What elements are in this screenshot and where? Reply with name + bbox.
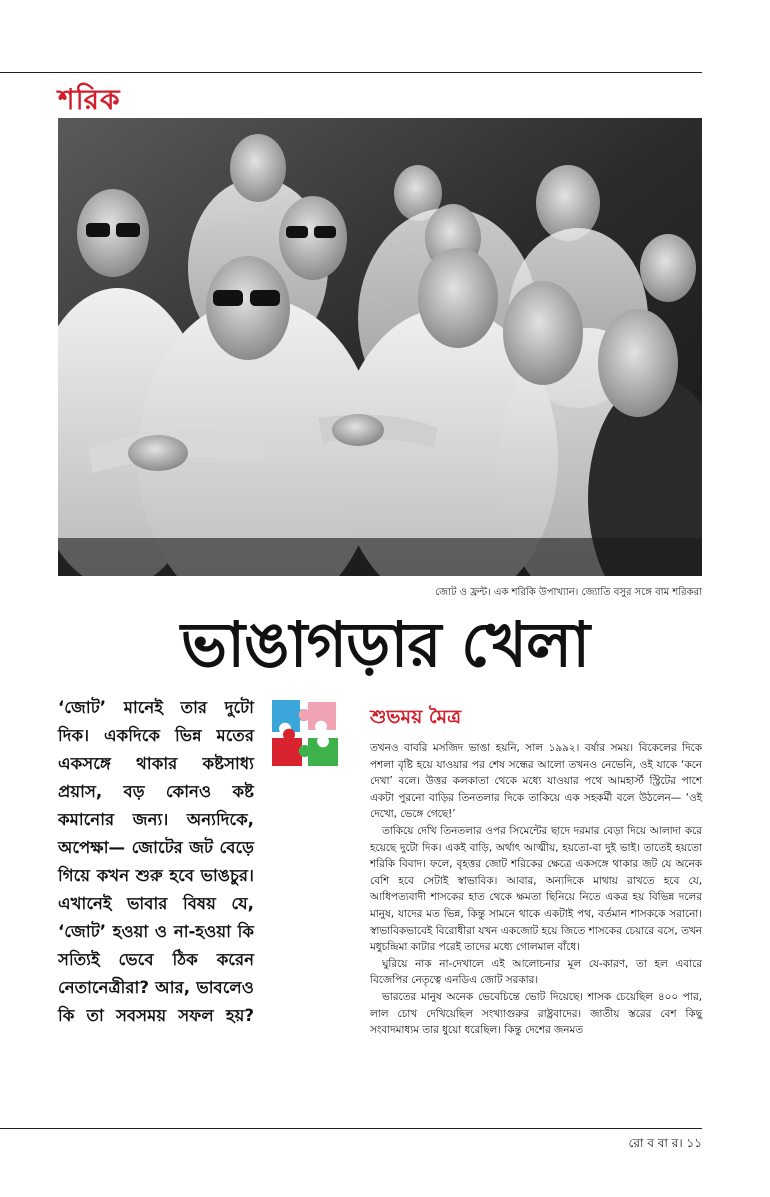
pull-quote: ‘জোট’ মানেই তার দুটো দিক। একদিকে ভিন্ন মতের একসঙ্গে থাকার কষ্টসাধ্য প্রয়াস, বড় কোনও কষ্ট কমানোর জন্য। অন্যদিকে, অপেক্ষা— জোটের জট বেড়ে গিয়ে কখন শুরু হবে ভাঙচুর। এখানেই ভাবার বিষয় যে, ‘জোট’ হওয়া ও না-হওয়া কি সত্যিই ভেবে ঠিক করেন নেতানেত্রীরা? আর, ভাবলেও কি তা সবসময় সফল হয়? (58, 698, 254, 1025)
bottom-rule (0, 1128, 702, 1129)
body-paragraph: তাকিয়ে দেখি তিনতলার ওপর সিমেন্টের ছাদে দরমার বেড়া দিয়ে আলাদা করে হয়েছে দুটো দিক। একই বাড়ি, অর্থাৎ আত্মীয়, হয়তো-বা দুই ভাই। তাতেই হয়তো শরিকি বিবাদ। ফলে, বৃহত্তর জোট শরিকের ক্ষেত্রে একসঙ্গে থাকার জট যে অনেক বেশি হবে সেটাই স্বাভাবিক। আবার, অন্যদিকে মাথায় রাখতে হবে যে, আধিপত্যবাদী শাসকের হাত থেকে ক্ষমতা ছিনিয়ে নিতে একত্র হয় বিভিন্ন দলের মানুষ, যাদের মত ভিন্ন, কিন্তু সামনে থাকে একটাই পথ, বর্তমান শাসককে সরানো। স্বাভাবিকভাবেই বিরোধীরা যখন একজোট হয়ে জিতে শাসকের চেয়ারে বসে, তখন মধুচন্দ্রিমা কাটার পরেই তাদের মধ্যে গোলমাল বাঁধে। (370, 824, 702, 954)
article-photo (58, 118, 702, 576)
body-paragraph: ঘুরিয়ে নাক না-দেখালে এই আলোচনার মূল যে-কারণ, তা হল এবারে বিজেপির নেতৃত্বে এনডিএ জোট সরকার। (370, 957, 702, 987)
article-headline: ভাঙাগড়ার খেলা (180, 608, 590, 681)
photo-caption: জোট ও ফ্রন্ট। এক শরিকি উপাখ্যান। জ্যোতি বসুর সঙ্গে বাম শরিকরা (435, 587, 702, 598)
article-body (370, 740, 702, 1039)
author-byline: শুভময় মৈত্র (370, 706, 462, 728)
puzzle-icon (270, 698, 342, 774)
body-paragraph: ভারতের মানুষ অনেক ভেবেচিন্তে ভোট দিয়েছে। শাসক চেয়েছিল ৪০০ পার, লাল চোখ দেখিয়েছিল সংখ্যাগুরুর রাষ্ট্রবাদের। জাতীয় স্তরের বেশ কিছু সংবাদমাধ্যম তার ধুয়ো ধরেছিল। কিন্তু দেশের জনমত (370, 990, 702, 1037)
body-paragraph: তখনও বাবরি মসজিদ ভাঙা হয়নি, সাল ১৯৯২। বর্ষার সময়। বিকেলের দিকে পশলা বৃষ্টি হয়ে যাওয়ার পর শেষ সন্ধের আলো তখনও নেভেনি, ওই যাকে ‘কনে দেখা’ বলে। উত্তর কলকাতা থেকে মধ্যে যাওয়ার পথে আমহার্স্ট স্ট্রিটের পাশে একটা পুরনো বাড়ির তিনতলার দিকে তাকিয়ে এক সহকর্মী বলে উঠলেন— ‘ওই দেখো, ভেঙ্গে গেছে!’ (370, 742, 702, 821)
top-rule (0, 72, 702, 73)
page-folio: রো ব বা র। ১১ (628, 1136, 702, 1150)
section-label: শরিক (58, 83, 121, 116)
